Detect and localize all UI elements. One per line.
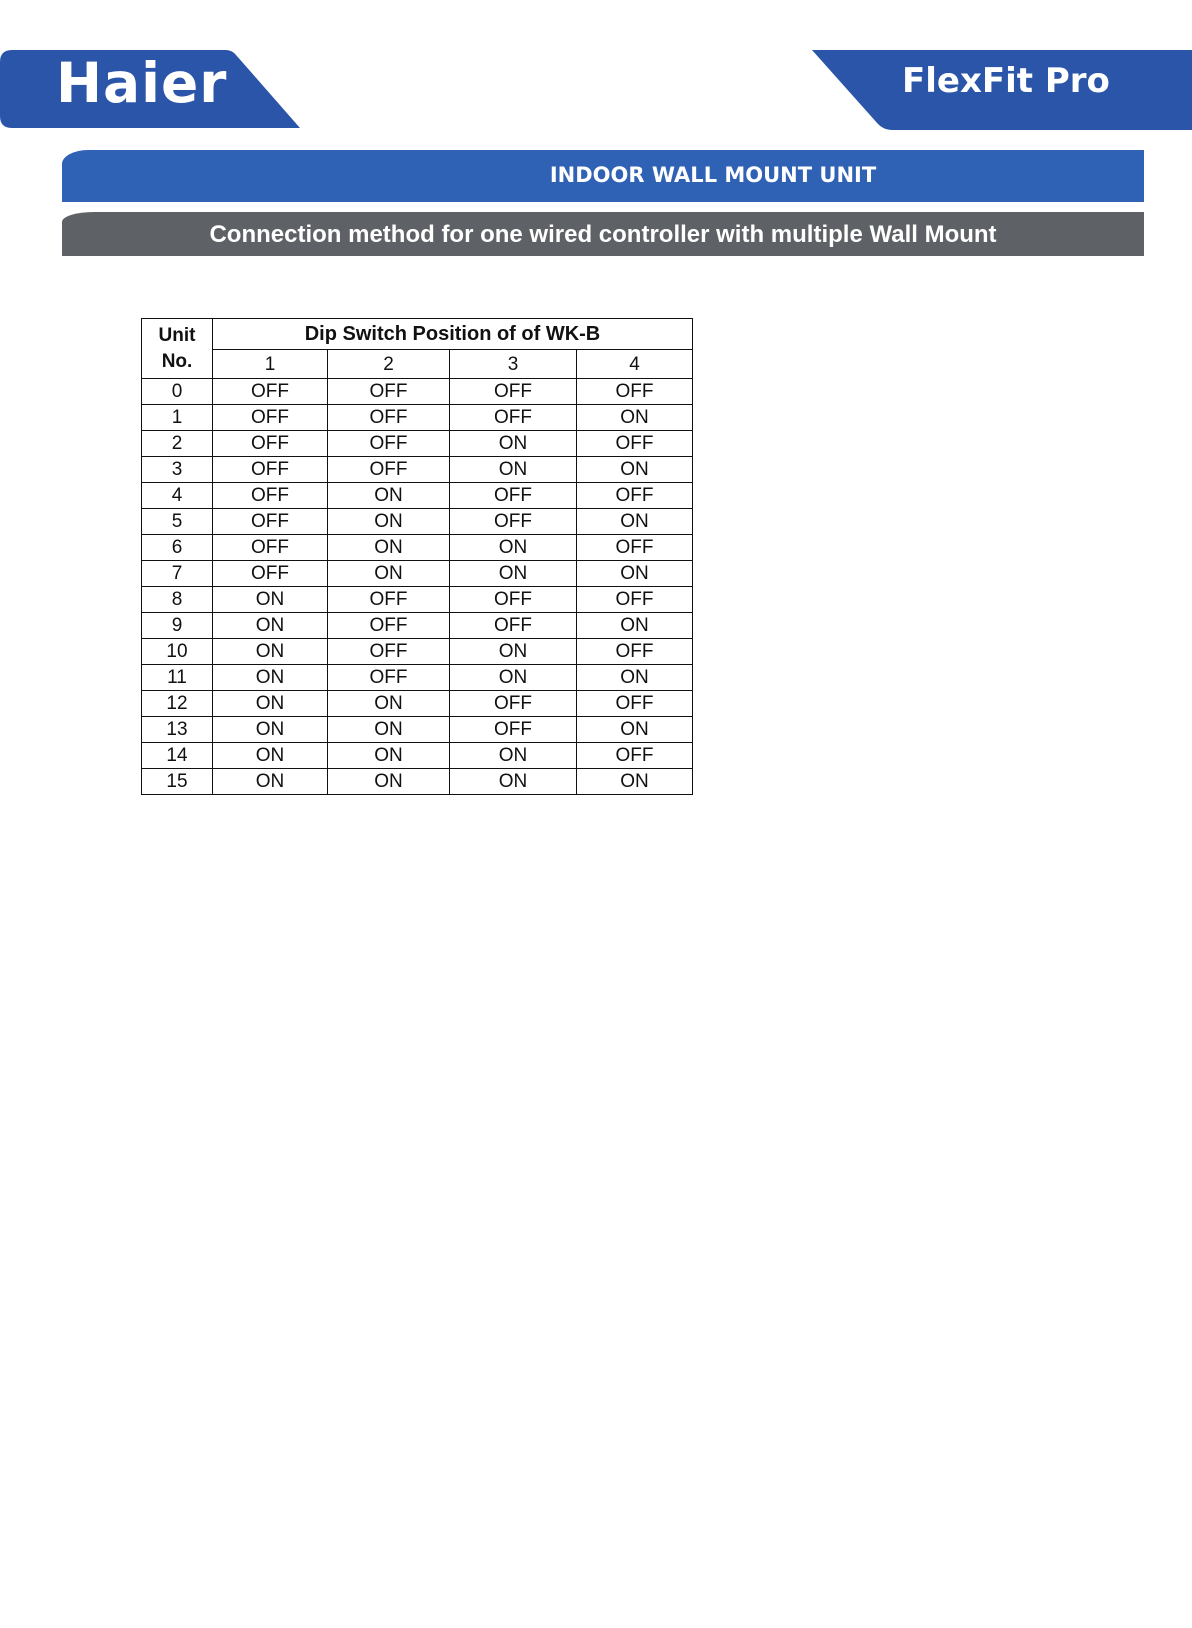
switch-position-cell: ON [450, 639, 577, 665]
unit-header-line1: Unit [158, 324, 196, 346]
switch-position-cell: OFF [328, 431, 450, 457]
section-title: INDOOR WALL MOUNT UNIT [549, 163, 877, 187]
switch-position-cell: OFF [213, 431, 328, 457]
table-row [142, 613, 693, 639]
switch-position-cell: OFF [450, 717, 577, 743]
table-row [142, 743, 693, 769]
table-row [142, 431, 693, 457]
switch-position-cell: ON [328, 509, 450, 535]
switch-position-cell: ON [213, 691, 328, 717]
table-row [142, 405, 693, 431]
unit-number-cell: 2 [142, 431, 213, 457]
switch-position-cell: ON [213, 665, 328, 691]
table-row [142, 717, 693, 743]
switch-position-cell: ON [213, 743, 328, 769]
unit-number-cell: 15 [142, 769, 213, 795]
table-row [142, 639, 693, 665]
switch-position-cell: OFF [328, 587, 450, 613]
switch-position-cell: OFF [328, 665, 450, 691]
switch-position-cell: OFF [450, 379, 577, 405]
switch-position-cell: OFF [328, 613, 450, 639]
table-row [142, 691, 693, 717]
switch-position-cell: OFF [328, 457, 450, 483]
switch-position-cell: ON [328, 717, 450, 743]
switch-position-cell: ON [213, 639, 328, 665]
switch-position-cell: ON [450, 535, 577, 561]
unit-number-cell: 4 [142, 483, 213, 509]
switch-position-cell: ON [328, 743, 450, 769]
switch-position-cell: ON [213, 587, 328, 613]
switch-position-cell: OFF [450, 691, 577, 717]
switch-position-cell: ON [577, 405, 693, 431]
switch-position-cell: ON [577, 457, 693, 483]
product-name: FlexFit Pro [902, 61, 1110, 101]
switch-position-cell: OFF [213, 405, 328, 431]
unit-header-line2: No. [161, 350, 193, 372]
switch-position-cell: OFF [450, 613, 577, 639]
switch-position-cell: OFF [577, 691, 693, 717]
dip-switch-table [141, 318, 693, 795]
switch-position-cell: ON [450, 457, 577, 483]
switch-position-cell: OFF [577, 535, 693, 561]
table-header-row [142, 319, 693, 350]
table-row [142, 379, 693, 405]
unit-number-cell: 11 [142, 665, 213, 691]
switch-position-cell: ON [577, 561, 693, 587]
table-row [142, 587, 693, 613]
switch-position-cell: ON [328, 483, 450, 509]
table-row [142, 483, 693, 509]
unit-number-cell: 10 [142, 639, 213, 665]
switch-position-cell: ON [328, 769, 450, 795]
switch-position-cell: ON [577, 509, 693, 535]
switch-position-cell: ON [213, 613, 328, 639]
unit-number-cell: 6 [142, 535, 213, 561]
switch-position-cell: OFF [213, 509, 328, 535]
switch-position-cell: OFF [213, 457, 328, 483]
column-header: 2 [328, 350, 450, 379]
dip-switch-group-header: Dip Switch Position of of WK-B [213, 319, 693, 350]
switch-position-cell: OFF [213, 561, 328, 587]
unit-number-cell: 14 [142, 743, 213, 769]
switch-position-cell: OFF [577, 483, 693, 509]
switch-position-cell: OFF [577, 639, 693, 665]
switch-position-cell: ON [328, 691, 450, 717]
switch-position-cell: OFF [328, 379, 450, 405]
column-header: 3 [450, 350, 577, 379]
switch-position-cell: OFF [213, 483, 328, 509]
switch-position-cell: ON [577, 769, 693, 795]
switch-position-cell: ON [450, 743, 577, 769]
unit-number-cell: 12 [142, 691, 213, 717]
section-banner [62, 150, 1144, 202]
switch-position-cell: OFF [450, 587, 577, 613]
switch-position-cell: OFF [577, 379, 693, 405]
switch-position-cell: OFF [213, 535, 328, 561]
table-column-header-row [142, 350, 693, 379]
column-header: 1 [213, 350, 328, 379]
unit-number-header [142, 319, 213, 379]
unit-number-cell: 5 [142, 509, 213, 535]
switch-position-cell: ON [328, 561, 450, 587]
unit-number-cell: 7 [142, 561, 213, 587]
table-row [142, 457, 693, 483]
switch-position-cell: ON [577, 717, 693, 743]
table-row [142, 665, 693, 691]
switch-position-cell: ON [577, 613, 693, 639]
switch-position-cell: OFF [577, 587, 693, 613]
switch-position-cell: ON [213, 769, 328, 795]
unit-number-cell: 9 [142, 613, 213, 639]
unit-number-cell: 3 [142, 457, 213, 483]
switch-position-cell: OFF [450, 509, 577, 535]
switch-position-cell: ON [577, 665, 693, 691]
unit-number-cell: 13 [142, 717, 213, 743]
subsection-title: Connection method for one wired controller with multiple Wall Mount [209, 221, 997, 248]
table-row [142, 509, 693, 535]
switch-position-cell: ON [328, 535, 450, 561]
unit-number-cell: 0 [142, 379, 213, 405]
switch-position-cell: OFF [450, 483, 577, 509]
unit-number-cell: 1 [142, 405, 213, 431]
switch-position-cell: OFF [577, 431, 693, 457]
table-row [142, 535, 693, 561]
switch-position-cell: ON [213, 717, 328, 743]
switch-position-cell: OFF [577, 743, 693, 769]
switch-position-cell: ON [450, 561, 577, 587]
table-body [142, 379, 693, 795]
table-row [142, 769, 693, 795]
switch-position-cell: OFF [213, 379, 328, 405]
switch-position-cell: OFF [328, 405, 450, 431]
table-row [142, 561, 693, 587]
brand-logo: Haier [56, 51, 228, 115]
switch-position-cell: ON [450, 431, 577, 457]
column-header: 4 [577, 350, 693, 379]
switch-position-cell: ON [450, 769, 577, 795]
switch-position-cell: OFF [328, 639, 450, 665]
unit-number-cell: 8 [142, 587, 213, 613]
switch-position-cell: ON [450, 665, 577, 691]
subsection-banner [62, 212, 1144, 256]
switch-position-cell: OFF [450, 405, 577, 431]
